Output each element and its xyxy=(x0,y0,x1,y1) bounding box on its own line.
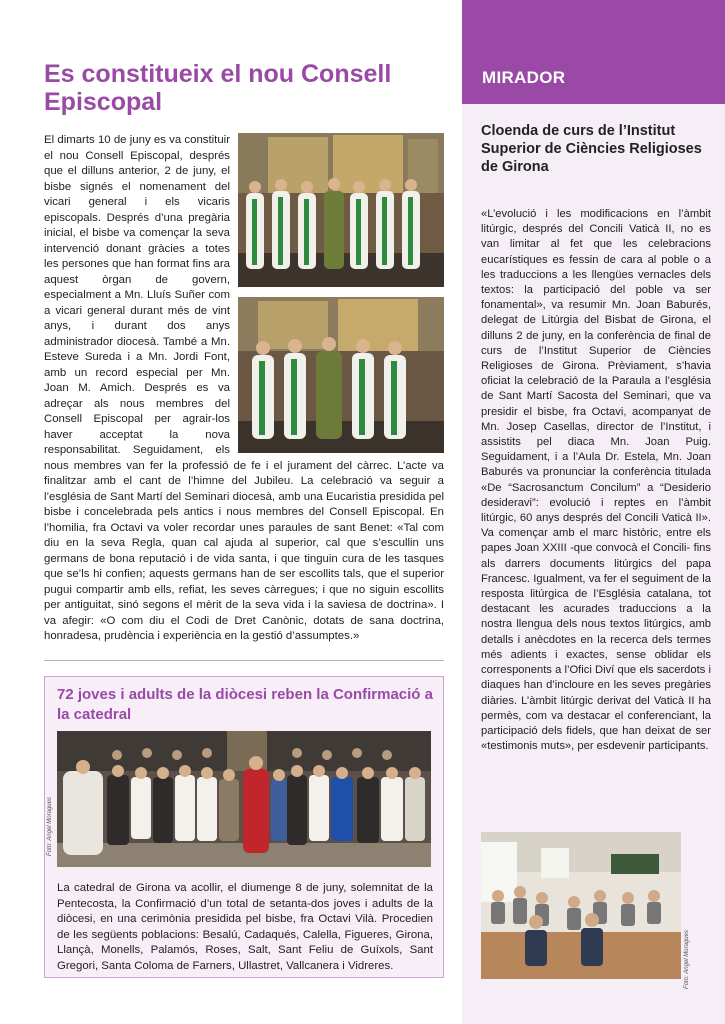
council-photo-1 xyxy=(238,133,444,287)
sidebar-photo-credit: Foto: Àngel Moragues xyxy=(684,930,690,990)
mirador-sidebar xyxy=(462,0,725,1024)
article-body-text: El dimarts 10 de juny es va constituir el nou Consell Episcopal, després que el dilluns anterior, 2 de juny, el bisbe signés el nomenament del vicari general i els vicaris episcopals. Després d’una pregària inicial, el bisbe va començar la seva intervenció donant gràcies a totes les persones que han format fins ara aquest òrgan de govern, especialment a Mn. Lluís Suñer com a vicari general durant més de vint anys, i durant dos anys administrador diocesà. També a Mn. Esteve Sureda i a Mn. Jordi Font, amb un record especial per Mn. Joan M. Amich. Després es va adreçar als nous membres del Consell Episcopal per agrair-los haver acceptat la nova responsabilitat. Seguidament, els nous membres van fer la professió de fe i el jurament del càrrec. L’acte va finalitzar amb el cant de l’himne del Jubileu. La celebració va seguir a l’església de Sant Martí del Seminari diocesà, amb una Eucaristia presidida pel bisbe i concelebrada pels antics i nous membres del Consell Episcopal. En l’homilia, fra Octavi va voler recordar unes paraules de sant Benet: «Tal com diu en la seva Regla, quan cal ajuda al superior, cal que s’escullin uns germans de bona reputació i de vida santa, i que tinguin cura de les tasques que se’ls hi confien; aquests germans han de ser escollits tals, que el superior pugui compartir amb ells, refiat, les seves càrregues; i que no siguin escollits per antiguitat, sinó segons el mèrit de la seva vida i la saviesa de doctrina». I va afegir: «O com diu el Codi de Dret Canònic, dotats de sana doctrina, honradesa, prudència i experiència en la gestió d’assumptes.» xyxy=(44,134,444,642)
confirmation-body: La catedral de Girona va acollir, el diumenge 8 de juny, solemnitat de la Pentecosta, la Confirmació d’un total de setanta-dos joves i adults de la diòcesi, en una cerimònia presidida pel bisbe, fra Octavi Vilà. Procedien de les següents poblacions: Besalú, Cadaqués, Calella, Figueres, Girona, Llançà, Monells, Palamós, Roses, Salt, Sant Feliu de Guíxols, Sant Gregori, Santa Coloma de Farners, Ullastret, Vallcanera i Vidreres. xyxy=(57,882,433,972)
council-photo-2 xyxy=(238,297,444,453)
conference-photo xyxy=(481,832,681,979)
confirmation-group-photo xyxy=(57,731,431,867)
sidebar-title: Cloenda de curs de l’Institut Superior de Ciències Religioses de Girona xyxy=(481,123,702,175)
mirador-header xyxy=(462,0,725,104)
confirmation-photo-credit: Foto: Àngel Moragues xyxy=(47,797,53,857)
article-body xyxy=(44,133,444,645)
article-title: Es constitueix el nou Consell Episcopal xyxy=(44,60,392,116)
confirmation-title: 72 joves i adults de la diòcesi reben la Confirmació a la catedral xyxy=(57,686,433,723)
sidebar-body: «L’evolució i les modificacions en l’àmbit litúrgic, després del Concili Vaticà II, no es van limitar al fet que les celebracions eucarístiques es fessin de cara al poble o a les traduccions a les llengües vernacles dels textos: la participació del poble va ser fonamental», va resumir Mn. Joan Baburés, delegat de Litúrgia del Bisbat de Girona, el dilluns 2 de juny, en la conferència de final de curs de l’Institut Superior de Ciències Religioses de Girona. Prèviament, s’havia oficiat la celebració de la Paraula a l’església de Sant Martí Sacosta del Seminari, que va presidir el bisbe, fra Octavi, acompanyat de Mn. Josep Casellas, director de l’Institut, i assistits pel diaca Mn. Joan Puig. Seguidament, i a l’Aula Dr. Estela, Mn. Joan Baburés va pronunciar la conferència titulada «De “Sacrosanctum Concilum” a “Desiderio desideravi”: evolució i reptes en l’àmbit litúrgic, 60 anys després del Concili Vaticà II». Va començar amb el marc històric, entre els papes Joan XXIII -que convocà el Concili- fins als darrers documents litúrgics del papa Francesc. Igualment, va fer el seguiment de la resposta litúrgica de l’Església catalana, tot destacant les acurades traduccions a la nostra llengua dels nous textos litúrgics, amb detalls i anècdotes en la recerca dels termes més adients i exactes, sense oblidar els corresponents a l’Ofici Diví que els sacerdots i diaques han d’incloure en les seves pregàries diàries. L’àmbit litúrgic derivat del Vaticà II ha permès, com va destacar el conferenciant, la participació dels fidels, que han deixat de ser «testimonis muts», per esdevenir participants. xyxy=(481,208,711,753)
section-divider xyxy=(44,660,444,661)
mirador-label: MIRADOR xyxy=(482,68,566,87)
photo-stack xyxy=(238,133,444,457)
confirmation-box xyxy=(44,676,444,978)
